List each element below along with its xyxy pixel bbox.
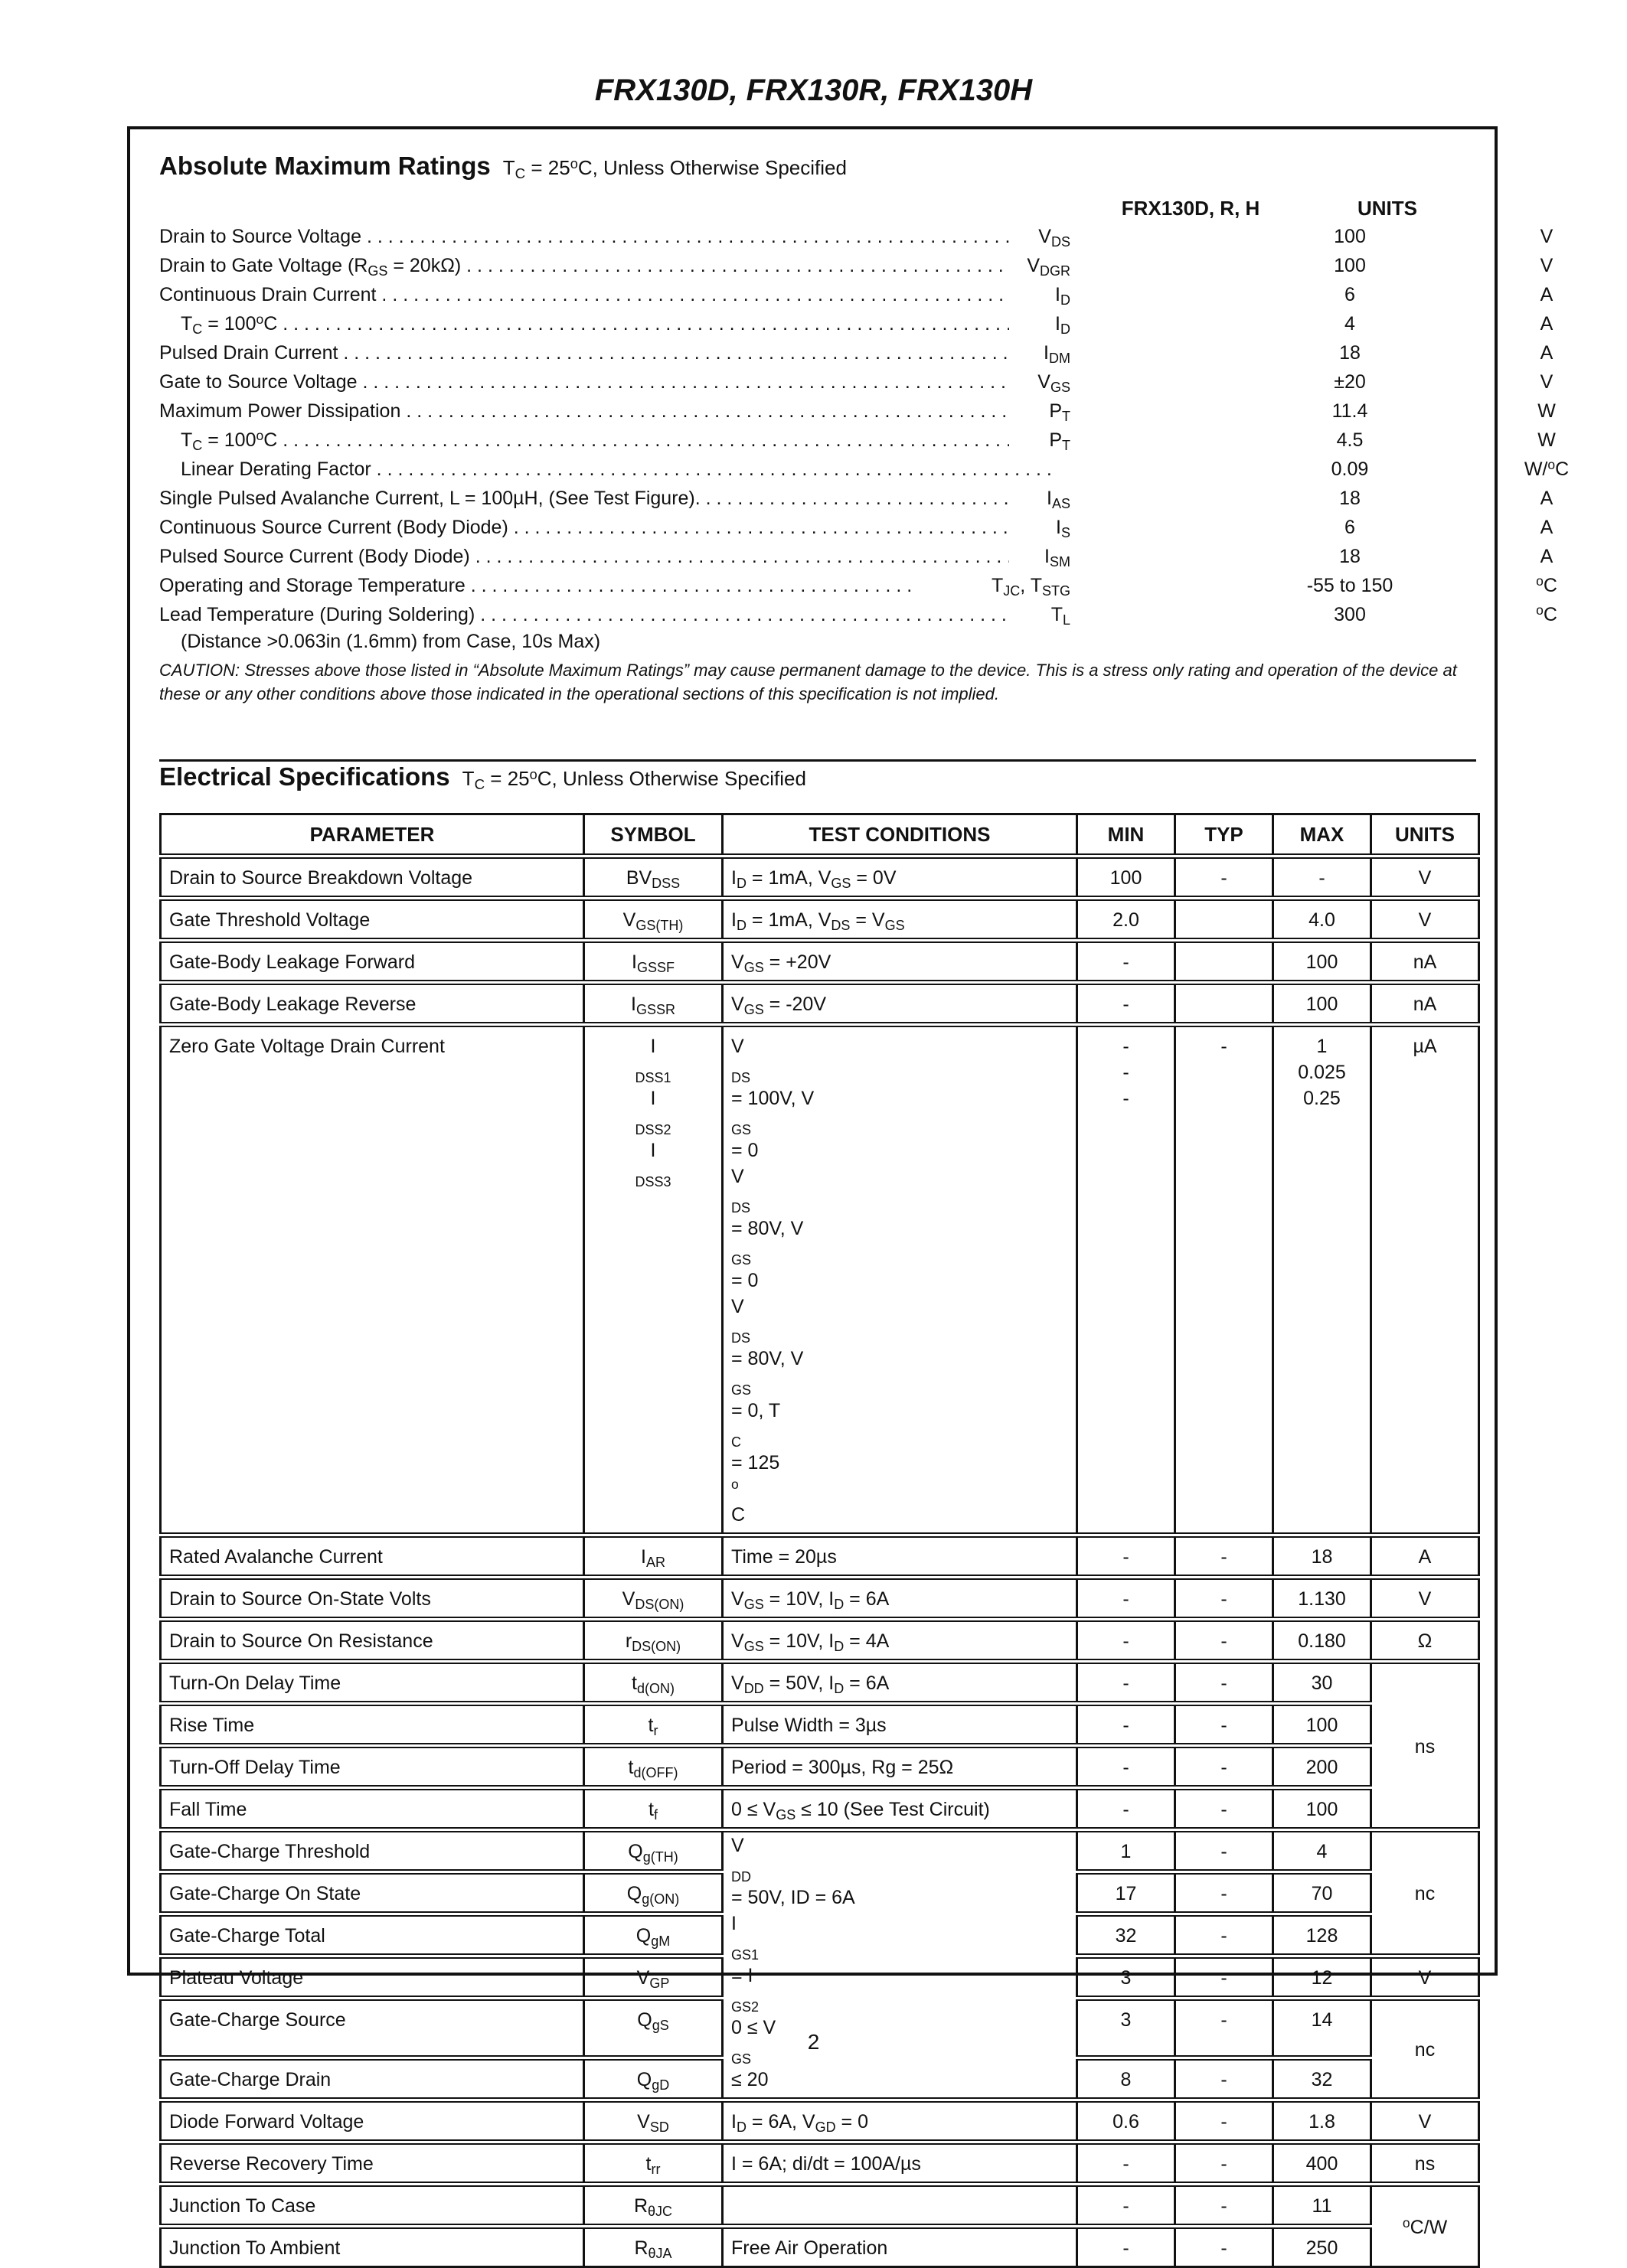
parameter-cell: Junction To Ambient: [161, 2227, 584, 2267]
amr-rows: [159, 224, 1570, 631]
parameter-cell: Gate-Charge On State: [161, 1872, 584, 1914]
parameter-cell: Gate-Body Leakage Forward: [161, 941, 584, 983]
rating-row: [159, 224, 1553, 253]
col-header-max: MAX: [1273, 814, 1371, 857]
table-row: [161, 2185, 1479, 2227]
unit-cell: Ω: [1371, 1620, 1479, 1662]
rating-value: 4: [1344, 313, 1355, 334]
typ-cell: -: [1175, 1914, 1273, 1956]
min-cell: -: [1077, 1578, 1175, 1620]
max-cell: 14: [1273, 1999, 1371, 2058]
symbol-cell: $Q_{g(ON)}$: [584, 1872, 723, 1914]
rating-label: Drain to Source Voltage . . .: [159, 226, 1054, 248]
gate-charge-test-cell: V $_{DD}$ = 50V, ID = 6A I $_{GS1}$ = I $_{GS2}$ 0 ≤ V $_{GS}$ ≤ 20: [723, 1830, 1077, 2100]
unit-cell: ns: [1371, 2142, 1479, 2185]
typ-cell: [1175, 983, 1273, 1025]
max-cell: 250: [1273, 2227, 1371, 2267]
rating-label: Operating and Storage Temperature . . .: [159, 575, 1054, 597]
parameter-cell: Gate-Charge Drain: [161, 2058, 584, 2100]
rating-symbol: $I_{AS}$: [1009, 488, 1070, 510]
min-cell: -: [1077, 1662, 1175, 1704]
typ-cell: -: [1175, 2058, 1273, 2100]
symbol-cell: $R_{\theta JC}$: [584, 2185, 723, 2227]
max-cell: 128: [1273, 1914, 1371, 1956]
parameter-cell: Gate-Charge Total: [161, 1914, 584, 1956]
amr-condition: $T_C = 25^oC$, Unless Otherwise Specified: [502, 155, 847, 182]
table-row: [161, 857, 1479, 899]
page-number: 2: [807, 2030, 820, 2054]
rating-row: [159, 399, 1556, 428]
max-cell: 1.8: [1273, 2100, 1371, 2142]
symbol-cell: $t_{rr}$: [584, 2142, 723, 2185]
test-cell: $0 \le V_{GS} \le 10$ (See Test Circuit): [723, 1788, 1077, 1830]
table-row: [161, 1535, 1479, 1578]
rating-symbol: $I_S$: [1009, 517, 1070, 539]
rating-row: [159, 602, 1557, 631]
rating-value: ±20: [1334, 371, 1366, 393]
rating-value: 300: [1334, 604, 1366, 625]
typ-cell: -: [1175, 1872, 1273, 1914]
rating-value: 18: [1339, 342, 1361, 364]
rating-unit: A: [1540, 488, 1553, 509]
typ-cell: -: [1175, 2227, 1273, 2267]
rating-row: [159, 486, 1553, 515]
max-cell: 18: [1273, 1535, 1371, 1578]
test-cell: $I_D = 1mA$, $V_{GS} = 0V$: [723, 857, 1077, 899]
rating-value: 4.5: [1336, 429, 1364, 451]
rating-row: [159, 573, 1557, 602]
rating-label: $T_C = 100^oC$ . . .: [181, 429, 1054, 452]
max-cell: 4: [1273, 1830, 1371, 1872]
test-cell: [723, 2185, 1077, 2227]
symbol-cell: $Q_{gM}$: [584, 1914, 723, 1956]
rating-row: [159, 341, 1553, 370]
min-cell: 3: [1077, 1999, 1175, 2058]
rating-unit: A: [1540, 517, 1553, 538]
symbol-cell: $Q_{gS}$: [584, 1999, 723, 2058]
min-cell: -: [1077, 983, 1175, 1025]
typ-cell: -: [1175, 1704, 1273, 1746]
test-cell: $V_{GS} = -20V$: [723, 983, 1077, 1025]
parameter-cell: Drain to Source Breakdown Voltage: [161, 857, 584, 899]
col-header-units: UNITS: [1371, 814, 1479, 857]
symbol-cell: $Q_{g(TH)}$: [584, 1830, 723, 1872]
rating-unit: W: [1537, 400, 1556, 422]
col-header-test: TEST CONDITIONS: [723, 814, 1077, 857]
min-cell: 17: [1077, 1872, 1175, 1914]
min-cell: 1: [1077, 1830, 1175, 1872]
symbol-cell: $R_{\theta JA}$: [584, 2227, 723, 2267]
symbol-cell: $V_{GP}$: [584, 1956, 723, 1999]
test-cell: Free Air Operation: [723, 2227, 1077, 2267]
symbol-cell: $BV_{DSS}$: [584, 857, 723, 899]
rating-value: 6: [1344, 284, 1355, 305]
rating-value: 11.4: [1331, 400, 1368, 422]
rating-label: Pulsed Source Current (Body Diode) . . .: [159, 546, 1054, 568]
amr-col-units: UNITS: [1357, 197, 1417, 220]
rating-symbol: $P_T$: [1009, 429, 1070, 452]
max-cell: 70: [1273, 1872, 1371, 1914]
rating-unit: $^o$C: [1536, 573, 1557, 596]
table-row: [161, 1788, 1479, 1830]
symbol-cell: $V_{SD}$: [584, 2100, 723, 2142]
typ-cell: -: [1175, 1662, 1273, 1704]
es-condition: $T_C = 25^oC$, Unless Otherwise Specified: [462, 766, 806, 793]
max-cell: 100: [1273, 1704, 1371, 1746]
test-cell: $V_{DD} = 50V$, $I_D = 6A$: [723, 1662, 1077, 1704]
typ-cell: -: [1175, 1620, 1273, 1662]
rating-unit: A: [1540, 342, 1553, 364]
amr-title: Absolute Maximum Ratings: [159, 152, 491, 180]
test-cell: Pulse Width = 3µs: [723, 1704, 1077, 1746]
max-cell: 4.0: [1273, 899, 1371, 941]
max-cell: 100: [1273, 1788, 1371, 1830]
rating-unit: A: [1540, 546, 1553, 567]
symbol-cell: $r_{DS(ON)}$: [584, 1620, 723, 1662]
rating-value: 100: [1334, 226, 1366, 247]
rating-value: 18: [1339, 488, 1361, 509]
typ-cell: -: [1175, 2142, 1273, 2185]
rating-row: [159, 428, 1556, 457]
test-cell: Period = 300µs, Rg = 25Ω: [723, 1746, 1077, 1788]
max-cell: 0.180: [1273, 1620, 1371, 1662]
rating-row: [159, 253, 1553, 282]
test-cell: Time = 20µs: [723, 1535, 1077, 1578]
test-cell: $I_D = 6A$, $V_{GD} = 0$: [723, 2100, 1077, 2142]
unit-cell: V: [1371, 857, 1479, 899]
symbol-cell: $Q_{gD}$: [584, 2058, 723, 2100]
caution-note: CAUTION: Stresses above those listed in “Absolute Maximum Ratings” may cause permanent damage to the device. This is a stress only rating and operation of the device at these or any other conditions above those indicated in the operational sections of this specification is not implied.: [159, 661, 1457, 703]
min-cell: 2.0: [1077, 899, 1175, 941]
symbol-cell: $t_{d(ON)}$: [584, 1662, 723, 1704]
rating-value: -55 to 150: [1306, 575, 1393, 596]
parameter-cell: Fall Time: [161, 1788, 584, 1830]
table-row: [161, 1025, 1479, 1535]
rating-unit: $^o$C: [1536, 602, 1557, 625]
symbol-cell: $V_{DS(ON)}$: [584, 1578, 723, 1620]
es-title: Electrical Specifications: [159, 762, 450, 791]
unit-cell: V: [1371, 1578, 1479, 1620]
test-cell: I = 6A; di/dt = 100A/µs: [723, 2142, 1077, 2185]
parameter-cell: Gate Threshold Voltage: [161, 899, 584, 941]
parameter-cell: Rated Avalanche Current: [161, 1535, 584, 1578]
rating-symbol: $I_D$: [1009, 284, 1070, 306]
symbol-cell: $V_{GS(TH)}$: [584, 899, 723, 941]
min-cell: -: [1077, 1620, 1175, 1662]
max-cell: 1.130: [1273, 1578, 1371, 1620]
parameter-cell: Drain to Source On-State Volts: [161, 1578, 584, 1620]
max-cell: 12: [1273, 1956, 1371, 1999]
rating-label: Single Pulsed Avalanche Current, L = 100µH, (See Test Figure). . . .: [159, 488, 1054, 510]
rating-symbol: $P_T$: [1009, 400, 1070, 423]
parameter-cell: Gate-Charge Source: [161, 1999, 584, 2058]
rating-label: Continuous Source Current (Body Diode) . . .: [159, 517, 1054, 539]
table-header-row: [161, 814, 1479, 857]
max-cell: 100: [1273, 983, 1371, 1025]
parameter-cell: Rise Time: [161, 1704, 584, 1746]
test-cell: V $_{DS}$ = 100V, V $_{GS}$ = 0 V $_{DS}$ = 80V, V $_{GS}$ = 0 V $_{DS}$ = 80V, V $_{GS}$ = 0, T $_C$ = 125 $^o$ C: [723, 1025, 1077, 1535]
symbol-cell: $I_{GSSR}$: [584, 983, 723, 1025]
unit-cell: nA: [1371, 983, 1479, 1025]
min-cell: 8: [1077, 2058, 1175, 2100]
parameter-cell: Junction To Case: [161, 2185, 584, 2227]
typ-cell: -: [1175, 1746, 1273, 1788]
rating-unit: V: [1540, 226, 1553, 247]
symbol-cell: $t_r$: [584, 1704, 723, 1746]
rating-value: 6: [1344, 517, 1355, 538]
rating-unit: A: [1540, 284, 1553, 305]
min-cell: -: [1077, 2227, 1175, 2267]
rating-row: [159, 370, 1553, 399]
symbol-cell: $I_{GSSF}$: [584, 941, 723, 983]
symbol-cell: $t_f$: [584, 1788, 723, 1830]
table-row: [161, 1746, 1479, 1788]
max-cell: 11: [1273, 2185, 1371, 2227]
typ-cell: [1175, 899, 1273, 941]
table-row: [161, 899, 1479, 941]
rating-unit: V: [1540, 255, 1553, 276]
test-cell: $V_{GS} = 10V$, $I_D = 6A$: [723, 1578, 1077, 1620]
unit-cell: µA: [1371, 1025, 1479, 1535]
rating-row: [159, 282, 1553, 312]
rating-label: $T_C = 100^oC$ . . .: [181, 313, 1054, 335]
parameter-cell: Drain to Source On Resistance: [161, 1620, 584, 1662]
min-cell: 100: [1077, 857, 1175, 899]
max-cell: 400: [1273, 2142, 1371, 2185]
min-cell: -: [1077, 1535, 1175, 1578]
min-cell: -: [1077, 1746, 1175, 1788]
rating-row: [159, 457, 1570, 486]
min-cell: 0.6: [1077, 2100, 1175, 2142]
rating-row: [159, 544, 1553, 573]
rating-value: 18: [1339, 546, 1361, 567]
typ-cell: -: [1175, 1535, 1273, 1578]
table-row: [161, 1620, 1479, 1662]
typ-cell: -: [1175, 2185, 1273, 2227]
symbol-cell: $t_{d(OFF)}$: [584, 1746, 723, 1788]
unit-cell: nA: [1371, 941, 1479, 983]
rating-symbol: $I_D$: [1009, 313, 1070, 335]
parameter-cell: Reverse Recovery Time: [161, 2142, 584, 2185]
max-cell: 30: [1273, 1662, 1371, 1704]
min-cell: -: [1077, 2142, 1175, 2185]
amr-col-device: FRX130D, R, H: [1121, 197, 1260, 220]
rating-symbol: $T_L$: [1009, 604, 1070, 626]
rating-unit: W/$^o$C: [1524, 457, 1570, 480]
parameter-cell: Gate-Charge Threshold: [161, 1830, 584, 1872]
unit-cell: V: [1371, 1956, 1479, 1999]
rating-label: Drain to Gate Voltage $(R_{GS} = 20k\Omega)$ . . .: [159, 255, 1054, 277]
symbol-cell: I $_{DSS1}$ I $_{DSS2}$ I $_{DSS3}$: [584, 1025, 723, 1535]
parameter-cell: Zero Gate Voltage Drain Current: [161, 1025, 584, 1535]
typ-cell: -: [1175, 1025, 1273, 1535]
unit-cell: A: [1371, 1535, 1479, 1578]
max-cell: 200: [1273, 1746, 1371, 1788]
typ-cell: [1175, 941, 1273, 983]
max-cell: 1 0.025 0.25: [1273, 1025, 1371, 1535]
parameter-cell: Plateau Voltage: [161, 1956, 584, 1999]
rating-label: Maximum Power Dissipation . . .: [159, 400, 1054, 423]
table-row: [161, 941, 1479, 983]
parameter-cell: Turn-On Delay Time: [161, 1662, 584, 1704]
parameter-cell: Turn-Off Delay Time: [161, 1746, 584, 1788]
table-row: [161, 1704, 1479, 1746]
table-row: [161, 1578, 1479, 1620]
table-row: [161, 2100, 1479, 2142]
min-cell: -: [1077, 1704, 1175, 1746]
rating-unit: A: [1540, 313, 1553, 334]
rating-symbol: $T_{JC}$, $T_{STG}$: [917, 575, 1070, 597]
rating-symbol: $V_{GS}$: [1009, 371, 1070, 393]
test-cell: $V_{GS} = 10V$, $I_D = 4A$: [723, 1620, 1077, 1662]
max-cell: 32: [1273, 2058, 1371, 2100]
es-section-title: [159, 762, 806, 791]
table-row: [161, 983, 1479, 1025]
rating-label: Lead Temperature (During Soldering) . . .: [159, 604, 1054, 626]
test-cell: $V_{GS} = +20V$: [723, 941, 1077, 983]
rating-symbol: $V_{DS}$: [1009, 226, 1070, 248]
col-header-symbol: SYMBOL: [584, 814, 723, 857]
typ-cell: -: [1175, 1578, 1273, 1620]
amr-section-title: [159, 152, 847, 181]
unit-cell: V: [1371, 2100, 1479, 2142]
typ-cell: -: [1175, 1830, 1273, 1872]
rating-symbol: $I_{SM}$: [1009, 546, 1070, 568]
min-cell: -: [1077, 941, 1175, 983]
max-cell: -: [1273, 857, 1371, 899]
rating-value: 0.09: [1331, 458, 1369, 480]
rating-row: [159, 312, 1553, 341]
min-cell: -: [1077, 2185, 1175, 2227]
section-divider: [159, 759, 1476, 762]
test-cell: $I_D = 1mA$, $V_{DS} = V_{GS}$: [723, 899, 1077, 941]
rating-symbol: $V_{DGR}$: [1009, 255, 1070, 277]
col-header-min: MIN: [1077, 814, 1175, 857]
table-row: [161, 1830, 1479, 1872]
table-row: [161, 2142, 1479, 2185]
rating-value: 100: [1334, 255, 1366, 276]
min-cell: - - -: [1077, 1025, 1175, 1535]
unit-cell: ns: [1371, 1662, 1479, 1830]
rating-unit: W: [1537, 429, 1556, 451]
parameter-cell: Gate-Body Leakage Reverse: [161, 983, 584, 1025]
rating-symbol: $I_{DM}$: [1009, 342, 1070, 364]
min-cell: -: [1077, 1788, 1175, 1830]
table-row: [161, 1662, 1479, 1704]
symbol-cell: $I_{AR}$: [584, 1535, 723, 1578]
unit-cell: nc: [1371, 1830, 1479, 1956]
typ-cell: -: [1175, 2100, 1273, 2142]
typ-cell: -: [1175, 857, 1273, 899]
amr-lead-note: (Distance >0.063in (1.6mm) from Case, 10s Max): [181, 631, 601, 652]
rating-unit: V: [1540, 371, 1553, 393]
col-header-typ: TYP: [1175, 814, 1273, 857]
unit-cell: nc: [1371, 1999, 1479, 2100]
parameter-cell: Diode Forward Voltage: [161, 2100, 584, 2142]
document-title: FRX130D, FRX130R, FRX130H: [594, 73, 1033, 107]
min-cell: 32: [1077, 1914, 1175, 1956]
rating-label: Linear Derating Factor . . .: [181, 458, 1054, 481]
typ-cell: -: [1175, 1999, 1273, 2058]
typ-cell: -: [1175, 1956, 1273, 1999]
unit-cell: $^o$C/W: [1371, 2185, 1479, 2267]
min-cell: 3: [1077, 1956, 1175, 1999]
typ-cell: -: [1175, 1788, 1273, 1830]
rating-label: Pulsed Drain Current . . .: [159, 342, 1054, 364]
rating-label: Gate to Source Voltage . . .: [159, 371, 1054, 393]
table-row: [161, 2227, 1479, 2267]
rating-label: Continuous Drain Current . . .: [159, 284, 1054, 306]
col-header-parameter: PARAMETER: [161, 814, 584, 857]
max-cell: 100: [1273, 941, 1371, 983]
unit-cell: V: [1371, 899, 1479, 941]
rating-row: [159, 515, 1553, 544]
